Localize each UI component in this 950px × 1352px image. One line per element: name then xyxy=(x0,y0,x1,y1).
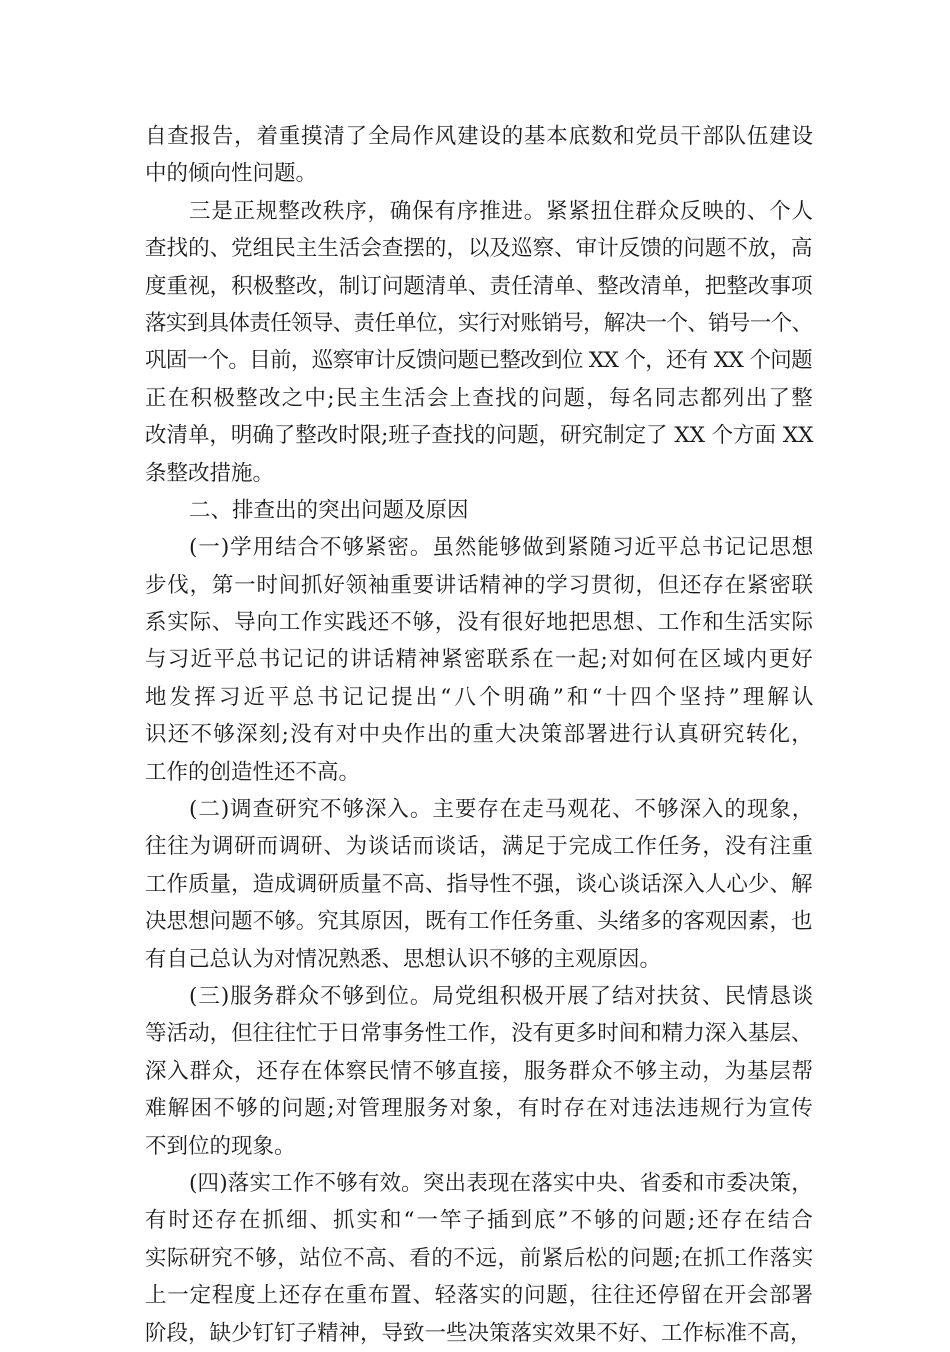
text-line: 不到位的现象。 xyxy=(145,1133,296,1159)
text-line: 正在积极整改之中;民主生活会上查找的问题，每名同志都列出了整 xyxy=(145,385,815,411)
text-line: 等活动，但往往忙于日常事务性工作，没有更多时间和精力深入基层、 xyxy=(145,1021,813,1047)
text-line: 上一定程度上还存在重布置、轻落实的问题，往往还停留在开会部署 xyxy=(145,1283,814,1309)
text-line: 有时还存在抓细、抓实和“一竿子插到底”不够的问题;还存在结合 xyxy=(145,1208,815,1234)
text-line: 地发挥习近平总书记记提出“八个明确”和“十四个坚持”理解认 xyxy=(145,684,817,710)
text-line: 工作的创造性还不高。 xyxy=(145,759,361,785)
text-line: 中的倾向性问题。 xyxy=(145,161,318,187)
text-line: 难解困不够的问题;对管理服务对象，有时存在对违法违规行为宣传 xyxy=(145,1096,815,1122)
text-line: 度重视，积极整改，制订问题清单、责任清单、整改清单，把整改事项 xyxy=(145,273,813,299)
text-line: 实际研究不够，站位不高、看的不远，前紧后松的问题;在抓工作落实 xyxy=(145,1245,814,1271)
text-line: 查找的、党组民主生活会查摆的，以及巡察、审计反馈的问题不放，高 xyxy=(145,236,813,262)
text-line: 与习近平总书记记的讲话精神紧密联系在一起;对如何在区域内更好 xyxy=(145,647,815,673)
paragraph-first-line: (一)学用结合不够紧密。虽然能够做到紧随习近平总书记记思想 xyxy=(189,535,815,561)
text-line: 改清单，明确了整改时限;班子查找的问题，研究制定了 XX 个方面 XX xyxy=(145,423,814,449)
text-line: 自查报告，着重摸清了全局作风建设的基本底数和党员干部队伍建设 xyxy=(145,124,814,149)
text-line: 往往为调研而调研、为谈话而谈话，满足于完成工作任务，没有注重 xyxy=(145,834,814,860)
paragraph-first-line: 二、排查出的突出问题及原因 xyxy=(189,497,469,523)
text-line: 步伐，第一时间抓好领袖重要讲话精神的学习贯彻，但还存在紧密联 xyxy=(145,572,814,598)
text-line: 条整改措施。 xyxy=(145,460,275,486)
text-line: 识还不够深刻;没有对中央作出的重大决策部署进行认真研究转化， xyxy=(145,722,815,748)
paragraph-first-line: (三)服务群众不够到位。局党组积极开展了结对扶贫、民情恳谈 xyxy=(189,983,815,1009)
text-line: 巩固一个。目前，巡察审计反馈问题已整改到位 XX 个，还有 XX 个问题 xyxy=(145,348,812,374)
text-line: 深入群众，还存在体察民情不够直接，服务群众不够主动，为基层帮 xyxy=(145,1058,814,1084)
paragraph-first-line: (四)落实工作不够有效。突出表现在落实中央、省委和市委决策， xyxy=(189,1170,813,1196)
text-line: 落实到具体责任领导、责任单位，实行对账销号，解决一个、销号一个、 xyxy=(145,310,813,336)
paragraph-first-line: (二)调查研究不够深入。主要存在走马观花、不够深入的现象， xyxy=(189,797,815,823)
body-text xyxy=(145,118,817,1352)
paragraph-first-line: 三是正规整改秩序，确保有序推进。紧紧扭住群众反映的、个人 xyxy=(189,198,814,224)
text-line: 系实际、导向工作实践还不够，没有很好地把思想、工作和生活实际 xyxy=(145,610,814,636)
text-line: 决思想问题不够。究其原因，既有工作任务重、头绪多的客观因素，也 xyxy=(145,909,813,935)
text-line: 有自己总认为对情况熟悉、思想认识不够的主观原因。 xyxy=(145,946,662,972)
text-line: 工作质量，造成调研质量不高、指导性不强，谈心谈话深入人心少、解 xyxy=(145,871,813,897)
text-line: 阶段，缺少钉钉子精神，导致一些决策落实效果不好、工作标准不高， xyxy=(145,1320,812,1346)
